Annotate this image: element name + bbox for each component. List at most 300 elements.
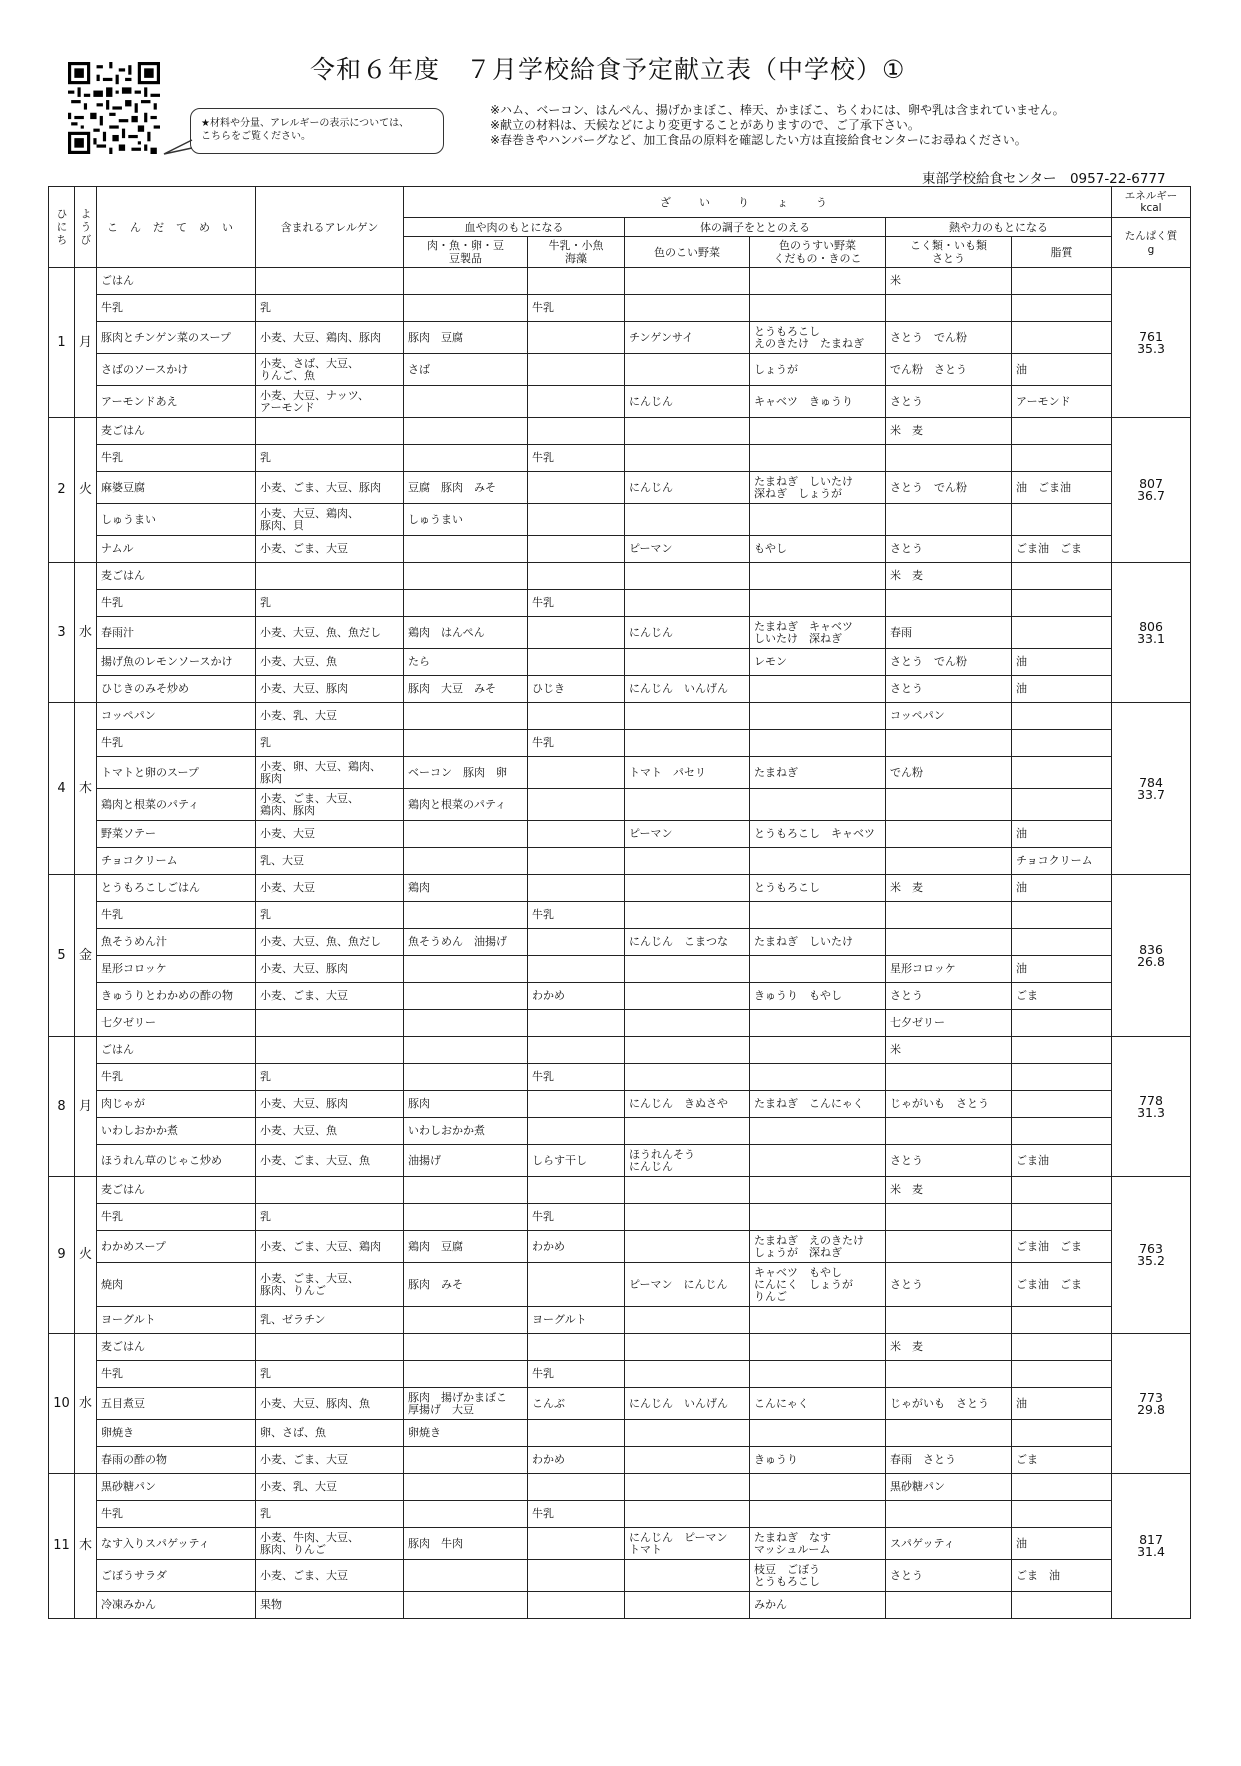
- dish-name: 牛乳: [97, 902, 256, 929]
- light-veg: たまねぎ しいたけ: [750, 929, 886, 956]
- meat-fish: [404, 445, 528, 472]
- table-row: [49, 875, 1191, 902]
- header-ingredients: ざいりょう: [404, 187, 1112, 218]
- table-row: [49, 590, 1191, 617]
- meat-fish: [404, 1501, 528, 1528]
- dark-veg: [625, 1231, 750, 1263]
- table-row: [49, 386, 1191, 418]
- grain-sugar: さとう でん粉: [886, 472, 1012, 504]
- grain-sugar: さとう: [886, 676, 1012, 703]
- table-row: [49, 956, 1191, 983]
- milk-seaweed: 牛乳: [528, 295, 625, 322]
- light-veg: しょうが: [750, 354, 886, 386]
- header-meat: 肉・魚・卵・豆 豆製品: [404, 237, 528, 268]
- page-title: 令和６年度 ７月学校給食予定献立表（中学校）①: [310, 55, 906, 84]
- milk-seaweed: [528, 1528, 625, 1560]
- dark-veg: [625, 875, 750, 902]
- meat-fish: [404, 1177, 528, 1204]
- dish-name: ごぼうサラダ: [97, 1560, 256, 1592]
- allergen: 乳: [256, 730, 404, 757]
- grain-sugar: [886, 445, 1012, 472]
- allergen: [256, 563, 404, 590]
- fat: [1012, 1501, 1112, 1528]
- milk-seaweed: [528, 504, 625, 536]
- fat: [1012, 268, 1112, 295]
- allergen: 小麦、ごま、大豆: [256, 1560, 404, 1592]
- energy-protein: [1112, 1177, 1191, 1334]
- weekday: 火: [75, 1177, 97, 1334]
- allergen: 小麦、大豆、魚: [256, 1118, 404, 1145]
- fat: ごま油 ごま: [1012, 1263, 1112, 1307]
- table-row: [49, 1420, 1191, 1447]
- meat-fish: [404, 536, 528, 563]
- protein-value: 33.1: [1137, 630, 1165, 646]
- grain-sugar: さとう でん粉: [886, 322, 1012, 354]
- fat: [1012, 563, 1112, 590]
- dark-veg: [625, 1560, 750, 1592]
- dish-name: ごはん: [97, 1037, 256, 1064]
- dark-veg: ピーマン にんじん: [625, 1263, 750, 1307]
- meat-fish: [404, 703, 528, 730]
- light-veg: [750, 1307, 886, 1334]
- grain-sugar: 米 麦: [886, 1177, 1012, 1204]
- dark-veg: にんじん いんげん: [625, 1388, 750, 1420]
- allergy-info-callout: [190, 108, 444, 154]
- dish-name: 麦ごはん: [97, 418, 256, 445]
- dish-name: 卵焼き: [97, 1420, 256, 1447]
- allergen: 小麦、大豆、魚、魚だし: [256, 929, 404, 956]
- table-row: [49, 757, 1191, 789]
- meat-fish: [404, 1361, 528, 1388]
- energy-value: 778: [1139, 1092, 1163, 1108]
- table-row: [49, 703, 1191, 730]
- allergen: 小麦、ごま、大豆、 豚肉、りんご: [256, 1263, 404, 1307]
- allergen: 小麦、乳、大豆: [256, 1474, 404, 1501]
- allergen: [256, 1010, 404, 1037]
- grain-sugar: さとう: [886, 1145, 1012, 1177]
- dish-name: 豚肉とチンゲン菜のスープ: [97, 322, 256, 354]
- dark-veg: [625, 1447, 750, 1474]
- fat: [1012, 1361, 1112, 1388]
- milk-seaweed: [528, 789, 625, 821]
- fat: [1012, 418, 1112, 445]
- dish-name: 野菜ソテー: [97, 821, 256, 848]
- milk-seaweed: [528, 617, 625, 649]
- meat-fish: 鶏肉 はんぺん: [404, 617, 528, 649]
- center-contact: 東部学校給食センター 0957-22-6777: [922, 171, 1166, 187]
- table-row: [49, 1592, 1191, 1619]
- fat: アーモンド: [1012, 386, 1112, 418]
- milk-seaweed: ひじき: [528, 676, 625, 703]
- allergen: [256, 1334, 404, 1361]
- table-row: [49, 563, 1191, 590]
- dark-veg: [625, 1474, 750, 1501]
- header-weekday: ようび: [75, 187, 97, 268]
- dish-name: 麻婆豆腐: [97, 472, 256, 504]
- grain-sugar: さとう: [886, 386, 1012, 418]
- grain-sugar: [886, 730, 1012, 757]
- table-row: [49, 730, 1191, 757]
- allergen: 小麦、大豆、豚肉: [256, 956, 404, 983]
- allergen: [256, 418, 404, 445]
- qr-code-icon[interactable]: [68, 62, 160, 154]
- dish-name: さばのソースかけ: [97, 354, 256, 386]
- light-veg: [750, 902, 886, 929]
- dish-name: 焼肉: [97, 1263, 256, 1307]
- table-row: [49, 1528, 1191, 1560]
- light-veg: [750, 1420, 886, 1447]
- energy-protein: [1112, 268, 1191, 418]
- grain-sugar: [886, 590, 1012, 617]
- grain-sugar: [886, 929, 1012, 956]
- light-veg: [750, 1204, 886, 1231]
- grain-sugar: 七夕ゼリー: [886, 1010, 1012, 1037]
- grain-sugar: さとう: [886, 1560, 1012, 1592]
- light-veg: [750, 445, 886, 472]
- light-veg: [750, 1361, 886, 1388]
- grain-sugar: [886, 848, 1012, 875]
- dark-veg: [625, 563, 750, 590]
- dish-name: ほうれん草のじゃこ炒め: [97, 1145, 256, 1177]
- allergen: 小麦、ごま、大豆: [256, 983, 404, 1010]
- dark-veg: [625, 649, 750, 676]
- milk-seaweed: [528, 536, 625, 563]
- grain-sugar: じゃがいも さとう: [886, 1091, 1012, 1118]
- meat-fish: さば: [404, 354, 528, 386]
- fat: 油: [1012, 354, 1112, 386]
- note-line: ※献立の材料は、天候などにより変更することがありますので、ご了承下さい。: [490, 118, 920, 132]
- header-group-red: 血や肉のもとになる: [404, 218, 625, 237]
- table-row: [49, 617, 1191, 649]
- milk-seaweed: [528, 703, 625, 730]
- header-group-yellow: 熱や力のもとになる: [886, 218, 1112, 237]
- fat: 油: [1012, 1528, 1112, 1560]
- header-day: ひにち: [49, 187, 75, 268]
- day-number: 2: [49, 418, 75, 563]
- milk-seaweed: 牛乳: [528, 445, 625, 472]
- energy-value: 784: [1139, 774, 1163, 790]
- grain-sugar: [886, 902, 1012, 929]
- dark-veg: [625, 354, 750, 386]
- dark-veg: にんじん いんげん: [625, 676, 750, 703]
- fat: 油: [1012, 676, 1112, 703]
- light-veg: とうもろこし えのきたけ たまねぎ: [750, 322, 886, 354]
- meat-fish: [404, 1334, 528, 1361]
- fat: 油: [1012, 956, 1112, 983]
- light-veg: [750, 418, 886, 445]
- meat-fish: [404, 1204, 528, 1231]
- grain-sugar: じゃがいも さとう: [886, 1388, 1012, 1420]
- table-row: [49, 322, 1191, 354]
- light-veg: [750, 563, 886, 590]
- dark-veg: にんじん きぬさや: [625, 1091, 750, 1118]
- light-veg: きゅうり: [750, 1447, 886, 1474]
- light-veg: [750, 1501, 886, 1528]
- dish-name: ひじきのみそ炒め: [97, 676, 256, 703]
- fat: [1012, 929, 1112, 956]
- meat-fish: [404, 1037, 528, 1064]
- table-row: [49, 1177, 1191, 1204]
- dish-name: いわしおかか煮: [97, 1118, 256, 1145]
- dark-veg: [625, 703, 750, 730]
- dark-veg: [625, 848, 750, 875]
- fat: [1012, 295, 1112, 322]
- meat-fish: ベーコン 豚肉 卵: [404, 757, 528, 789]
- energy-protein: [1112, 418, 1191, 563]
- grain-sugar: 春雨: [886, 617, 1012, 649]
- energy-value: 763: [1139, 1241, 1163, 1256]
- milk-seaweed: [528, 268, 625, 295]
- grain-sugar: 春雨 さとう: [886, 1447, 1012, 1474]
- milk-seaweed: 牛乳: [528, 1501, 625, 1528]
- meat-fish: 豚肉 牛肉: [404, 1528, 528, 1560]
- grain-sugar: 米 麦: [886, 875, 1012, 902]
- dish-name: 五目煮豆: [97, 1388, 256, 1420]
- dark-veg: [625, 418, 750, 445]
- note-line: ※ハム、ベーコン、はんぺん、揚げかまぼこ、棒天、かまぼこ、ちくわには、卵や乳は含まれていません。: [490, 103, 1065, 117]
- light-veg: [750, 1118, 886, 1145]
- meat-fish: たら: [404, 649, 528, 676]
- allergen: 小麦、大豆、鶏肉、 豚肉、貝: [256, 504, 404, 536]
- allergen: 乳、ゼラチン: [256, 1307, 404, 1334]
- table-row: [49, 1145, 1191, 1177]
- day-number: 8: [49, 1037, 75, 1177]
- allergen: 小麦、大豆、豚肉: [256, 676, 404, 703]
- fat: [1012, 1037, 1112, 1064]
- energy-protein: [1112, 563, 1191, 703]
- light-veg: たまねぎ なす マッシュルーム: [750, 1528, 886, 1560]
- allergen: 小麦、ごま、大豆、豚肉: [256, 472, 404, 504]
- meat-fish: [404, 730, 528, 757]
- table-row: [49, 445, 1191, 472]
- allergen: 乳: [256, 445, 404, 472]
- allergen: [256, 268, 404, 295]
- protein-value: 26.8: [1137, 953, 1165, 969]
- grain-sugar: 米: [886, 268, 1012, 295]
- weekday: 月: [75, 268, 97, 418]
- energy-value: 806: [1139, 618, 1163, 634]
- table-row: [49, 848, 1191, 875]
- milk-seaweed: わかめ: [528, 983, 625, 1010]
- meat-fish: [404, 563, 528, 590]
- note-line: ※春巻きやハンバーグなど、加工食品の原料を確認したい方は直接給食センターにお尋ねください。: [490, 133, 1027, 147]
- fat: [1012, 703, 1112, 730]
- meat-fish: 豚肉: [404, 1091, 528, 1118]
- meat-fish: [404, 1592, 528, 1619]
- header-energy: エネルギー kcal: [1112, 187, 1191, 218]
- dish-name: 七夕ゼリー: [97, 1010, 256, 1037]
- meat-fish: 卵焼き: [404, 1420, 528, 1447]
- light-veg: [750, 703, 886, 730]
- fat: [1012, 1474, 1112, 1501]
- milk-seaweed: ヨーグルト: [528, 1307, 625, 1334]
- light-veg: とうもろこし キャベツ: [750, 821, 886, 848]
- weekday: 木: [75, 1474, 97, 1619]
- dish-name: 牛乳: [97, 295, 256, 322]
- light-veg: [750, 295, 886, 322]
- meat-fish: [404, 1307, 528, 1334]
- weekday: 水: [75, 563, 97, 703]
- day-number: 3: [49, 563, 75, 703]
- allergen: 乳: [256, 590, 404, 617]
- meat-fish: [404, 848, 528, 875]
- dark-veg: ピーマン: [625, 821, 750, 848]
- allergen: 小麦、大豆、ナッツ、 アーモンド: [256, 386, 404, 418]
- fat: [1012, 1204, 1112, 1231]
- dish-name: アーモンドあえ: [97, 386, 256, 418]
- fat: [1012, 789, 1112, 821]
- table-row: [49, 789, 1191, 821]
- allergen: 小麦、牛肉、大豆、 豚肉、りんご: [256, 1528, 404, 1560]
- light-veg: キャベツ きゅうり: [750, 386, 886, 418]
- energy-value: 773: [1139, 1389, 1163, 1405]
- protein-value: 35.2: [1137, 1253, 1165, 1268]
- allergen: 乳、大豆: [256, 848, 404, 875]
- header-group-green: 体の調子をととのえる: [625, 218, 886, 237]
- fat: ごま油 ごま: [1012, 1231, 1112, 1263]
- fat: [1012, 902, 1112, 929]
- fat: [1012, 504, 1112, 536]
- milk-seaweed: [528, 1010, 625, 1037]
- grain-sugar: スパゲッティ: [886, 1528, 1012, 1560]
- allergen: 小麦、ごま、大豆、 鶏肉、豚肉: [256, 789, 404, 821]
- table-row: [49, 1334, 1191, 1361]
- light-veg: [750, 1145, 886, 1177]
- table-row: [49, 676, 1191, 703]
- dish-name: ごはん: [97, 268, 256, 295]
- protein-value: 36.7: [1137, 488, 1165, 503]
- table-row: [49, 1388, 1191, 1420]
- day-number: 11: [49, 1474, 75, 1619]
- energy-protein: [1112, 1037, 1191, 1177]
- grain-sugar: [886, 821, 1012, 848]
- allergen: 小麦、大豆、魚、魚だし: [256, 617, 404, 649]
- table-row: [49, 1037, 1191, 1064]
- milk-seaweed: [528, 1177, 625, 1204]
- allergen: 小麦、乳、大豆: [256, 703, 404, 730]
- meat-fish: 鶏肉: [404, 875, 528, 902]
- grain-sugar: [886, 1231, 1012, 1263]
- menu-table: [48, 186, 1191, 1619]
- milk-seaweed: [528, 821, 625, 848]
- grain-sugar: [886, 295, 1012, 322]
- meat-fish: [404, 1560, 528, 1592]
- table-row: [49, 1361, 1191, 1388]
- table-row: [49, 983, 1191, 1010]
- grain-sugar: [886, 1064, 1012, 1091]
- energy-protein: [1112, 1334, 1191, 1474]
- grain-sugar: [886, 1420, 1012, 1447]
- grain-sugar: さとう: [886, 536, 1012, 563]
- milk-seaweed: [528, 1474, 625, 1501]
- milk-seaweed: [528, 322, 625, 354]
- dish-name: 黒砂糖パン: [97, 1474, 256, 1501]
- milk-seaweed: 牛乳: [528, 1361, 625, 1388]
- light-veg: [750, 504, 886, 536]
- fat: 油: [1012, 821, 1112, 848]
- dark-veg: にんじん こまつな: [625, 929, 750, 956]
- table-row: [49, 929, 1191, 956]
- meat-fish: 豆腐 豚肉 みそ: [404, 472, 528, 504]
- meat-fish: 豚肉 豆腐: [404, 322, 528, 354]
- allergen: 小麦、ごま、大豆: [256, 536, 404, 563]
- meat-fish: 魚そうめん 油揚げ: [404, 929, 528, 956]
- header-dish: こんだてめい: [97, 187, 256, 268]
- meat-fish: [404, 1064, 528, 1091]
- dish-name: 肉じゃが: [97, 1091, 256, 1118]
- dish-name: わかめスープ: [97, 1231, 256, 1263]
- protein-value: 31.3: [1137, 1104, 1165, 1120]
- dish-name: 牛乳: [97, 1064, 256, 1091]
- light-veg: 枝豆 ごぼう とうもろこし: [750, 1560, 886, 1592]
- dark-veg: にんじん ピーマン トマト: [625, 1528, 750, 1560]
- dish-name: 牛乳: [97, 445, 256, 472]
- table-row: [49, 1091, 1191, 1118]
- allergen: 小麦、大豆、豚肉: [256, 1091, 404, 1118]
- dark-veg: にんじん: [625, 472, 750, 504]
- dish-name: 星形コロッケ: [97, 956, 256, 983]
- dark-veg: [625, 1037, 750, 1064]
- table-row: [49, 1263, 1191, 1307]
- dish-name: 揚げ魚のレモンソースかけ: [97, 649, 256, 676]
- light-veg: [750, 1334, 886, 1361]
- dish-name: 牛乳: [97, 1501, 256, 1528]
- light-veg: たまねぎ キャベツ しいたけ 深ねぎ: [750, 617, 886, 649]
- meat-fish: 鶏肉と根菜のパティ: [404, 789, 528, 821]
- dark-veg: [625, 1010, 750, 1037]
- allergen: 乳: [256, 1204, 404, 1231]
- allergen: 乳: [256, 1064, 404, 1091]
- header-milk: 牛乳・小魚 海藻: [528, 237, 625, 268]
- dish-name: きゅうりとわかめの酢の物: [97, 983, 256, 1010]
- fat: [1012, 730, 1112, 757]
- grain-sugar: [886, 789, 1012, 821]
- dish-name: なす入りスパゲッティ: [97, 1528, 256, 1560]
- dark-veg: [625, 268, 750, 295]
- fat: [1012, 1064, 1112, 1091]
- table-row: [49, 1474, 1191, 1501]
- dark-veg: [625, 445, 750, 472]
- milk-seaweed: [528, 1560, 625, 1592]
- header-fat: 脂質: [1012, 237, 1112, 268]
- light-veg: [750, 590, 886, 617]
- milk-seaweed: 牛乳: [528, 902, 625, 929]
- fat: [1012, 757, 1112, 789]
- dish-name: 鶏肉と根菜のパティ: [97, 789, 256, 821]
- energy-protein: [1112, 1474, 1191, 1619]
- weekday: 木: [75, 703, 97, 875]
- callout-text: ★材料や分量、アレルギーの表示については、 こちらをご覧ください。: [201, 118, 410, 142]
- allergen: 小麦、さば、大豆、 りんご、魚: [256, 354, 404, 386]
- light-veg: たまねぎ えのきたけ しょうが 深ねぎ: [750, 1231, 886, 1263]
- grain-sugar: [886, 1307, 1012, 1334]
- table-row: [49, 1560, 1191, 1592]
- meat-fish: [404, 386, 528, 418]
- milk-seaweed: [528, 956, 625, 983]
- milk-seaweed: [528, 1091, 625, 1118]
- meat-fish: いわしおかか煮: [404, 1118, 528, 1145]
- table-row: [49, 1307, 1191, 1334]
- light-veg: たまねぎ: [750, 757, 886, 789]
- header-light-veg: 色のうすい野菜 くだもの・きのこ: [750, 237, 886, 268]
- meat-fish: 豚肉 揚げかまぼこ 厚揚げ 大豆: [404, 1388, 528, 1420]
- milk-seaweed: [528, 1420, 625, 1447]
- milk-seaweed: [528, 929, 625, 956]
- protein-value: 31.4: [1137, 1544, 1165, 1559]
- dark-veg: チンゲンサイ: [625, 322, 750, 354]
- light-veg: [750, 789, 886, 821]
- day-number: 1: [49, 268, 75, 418]
